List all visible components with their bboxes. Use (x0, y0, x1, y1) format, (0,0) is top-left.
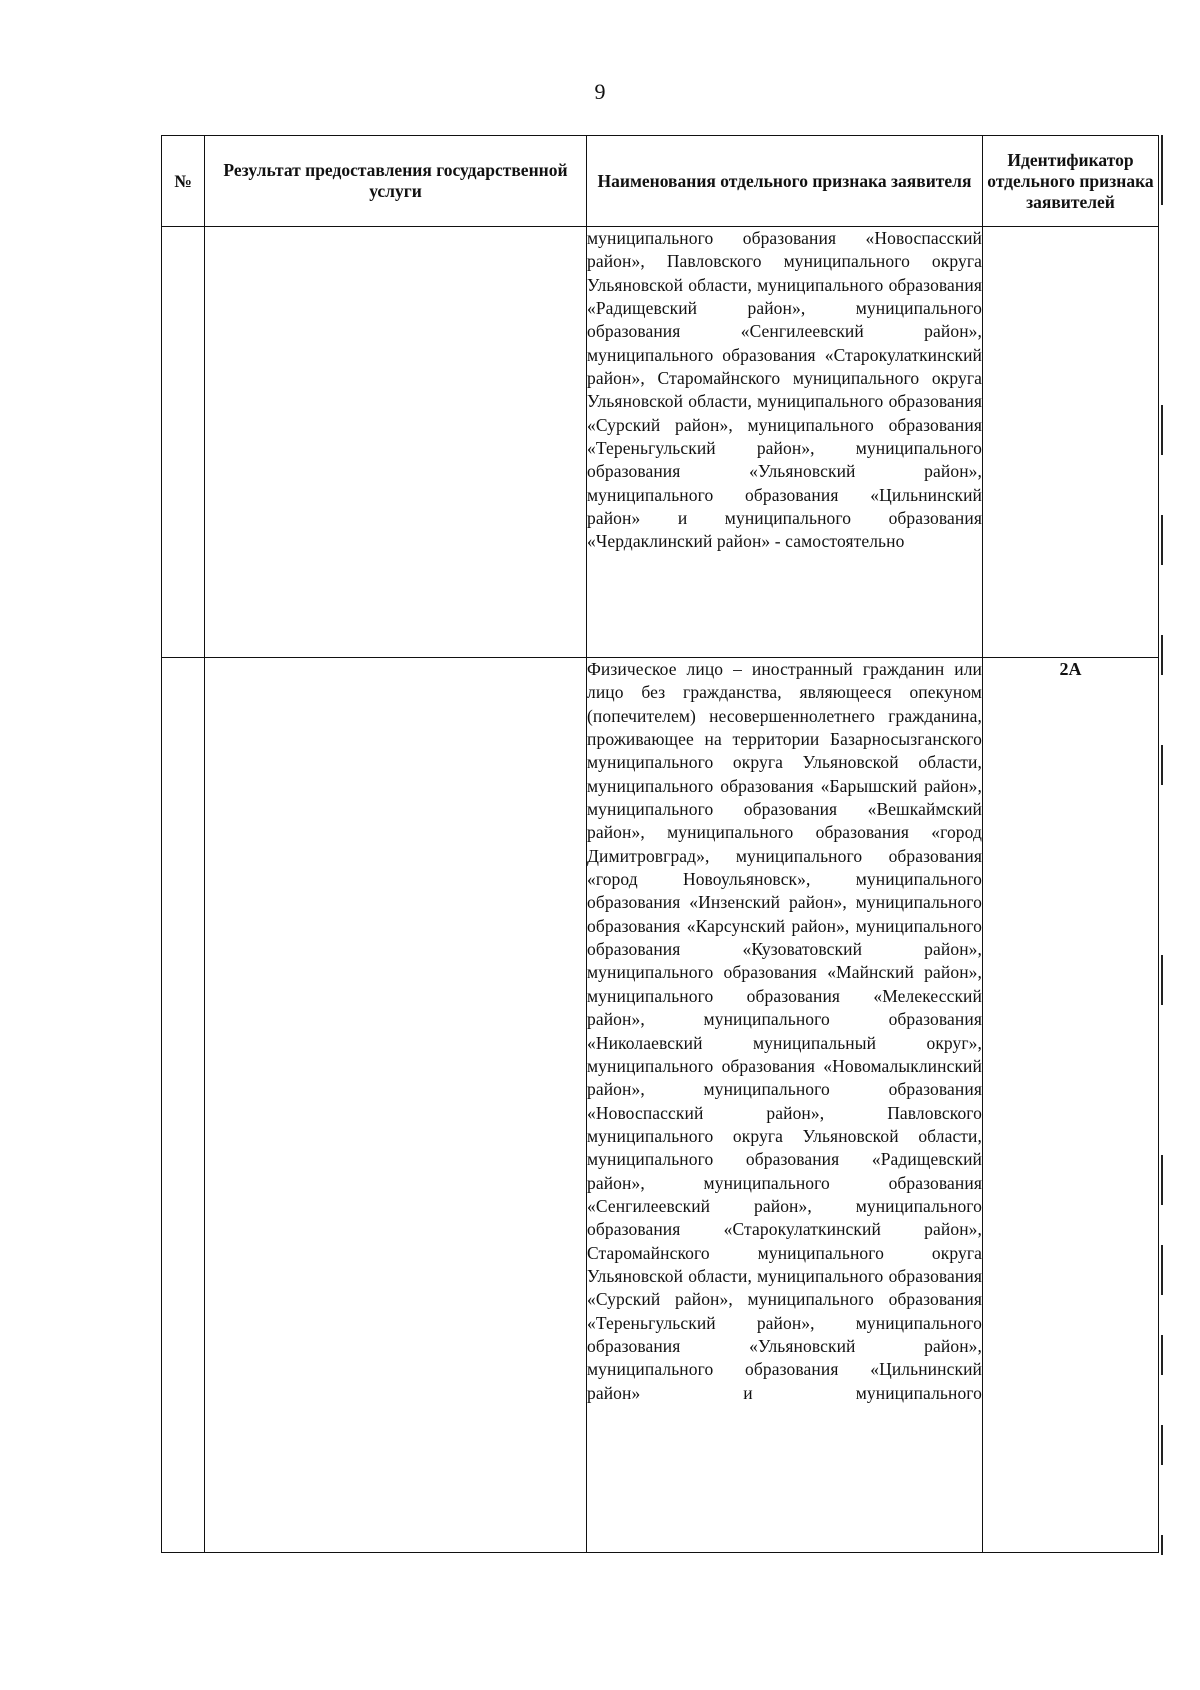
scan-edge-mark (1161, 1535, 1163, 1555)
scan-edge-mark (1161, 635, 1163, 675)
feature-description: муниципального образования «Новоспасский район», Павловского муниципального округа Ульяновской области, муниципального образования «Радищевский район», муниципального образования «Сенгилеевский район», муниципального образования «Старокулаткинский район», Старомайнского муниципального округа Ульяновской области, муниципального образования «Сурский район», муниципального образования «Тереньгульский район», муниципального образования «Ульяновский район», муниципального образования «Цильнинский район» и муниципального образования «Чердаклинский район» - самостоятельно (587, 228, 982, 552)
scan-edge-mark (1161, 1335, 1163, 1375)
page-number: 9 (594, 79, 606, 104)
table-header-row (162, 136, 1159, 227)
scan-edge-mark (1161, 1245, 1163, 1295)
table-row (162, 227, 1159, 658)
table-row (162, 658, 1159, 1553)
scan-edge-marks (1161, 135, 1165, 1555)
cell-no (162, 227, 205, 658)
scan-edge-mark (1161, 955, 1163, 1005)
header-identifier: Идентификатор отдельного признака заявителей (983, 136, 1159, 227)
cell-feature-name (587, 227, 983, 658)
feature-description: Физическое лицо – иностранный гражданин или лицо без гражданства, являющееся опекуном (попечителем) несовершеннолетнего гражданина, проживающее на территории Базарносызганского муниципального округа Ульяновской области, муниципального образования «Барышский район», муниципального образования «Вешкаймский район», муниципального образования «город Димитровград», муниципального образования «город Новоульяновск», муниципального образования «Инзенский район», муниципального образования «Карсунский район», муниципального образования «Кузоватовский район», муниципального образования «Майнский район», муниципального образования «Мелекесский район», муниципального образования «Николаевский муниципальный округ», муниципального образования «Новомалыклинский район», муниципального образования «Новоспасский район», Павловского муниципального округа Ульяновской области, муниципального образования «Радищевский район», муниципального образования «Сенгилеевский район», муниципального образования «Старокулаткинский район», Старомайнского муниципального округа Ульяновской области, муниципального образования «Сурский район», муниципального образования «Тереньгульский район», муниципального образования «Ульяновский район», муниципального образования «Цильнинский район» и муниципального (587, 659, 982, 1403)
scan-edge-mark (1161, 1155, 1163, 1205)
cell-identifier: 2А (983, 658, 1159, 1553)
scan-edge-mark (1161, 515, 1163, 565)
scan-edge-mark (1161, 745, 1163, 785)
cell-result (205, 658, 587, 1553)
scan-edge-mark (1161, 405, 1163, 455)
scan-edge-mark (1161, 135, 1163, 205)
cell-identifier (983, 227, 1159, 658)
cell-no (162, 658, 205, 1553)
cell-feature-name (587, 658, 983, 1553)
services-table (161, 135, 1159, 1553)
header-result: Результат предоставления государственной услуги (205, 136, 587, 227)
cell-result (205, 227, 587, 658)
header-no: № (162, 136, 205, 227)
scan-edge-mark (1161, 1425, 1163, 1465)
header-feature-name: Наименования отдельного признака заявителя (587, 136, 983, 227)
